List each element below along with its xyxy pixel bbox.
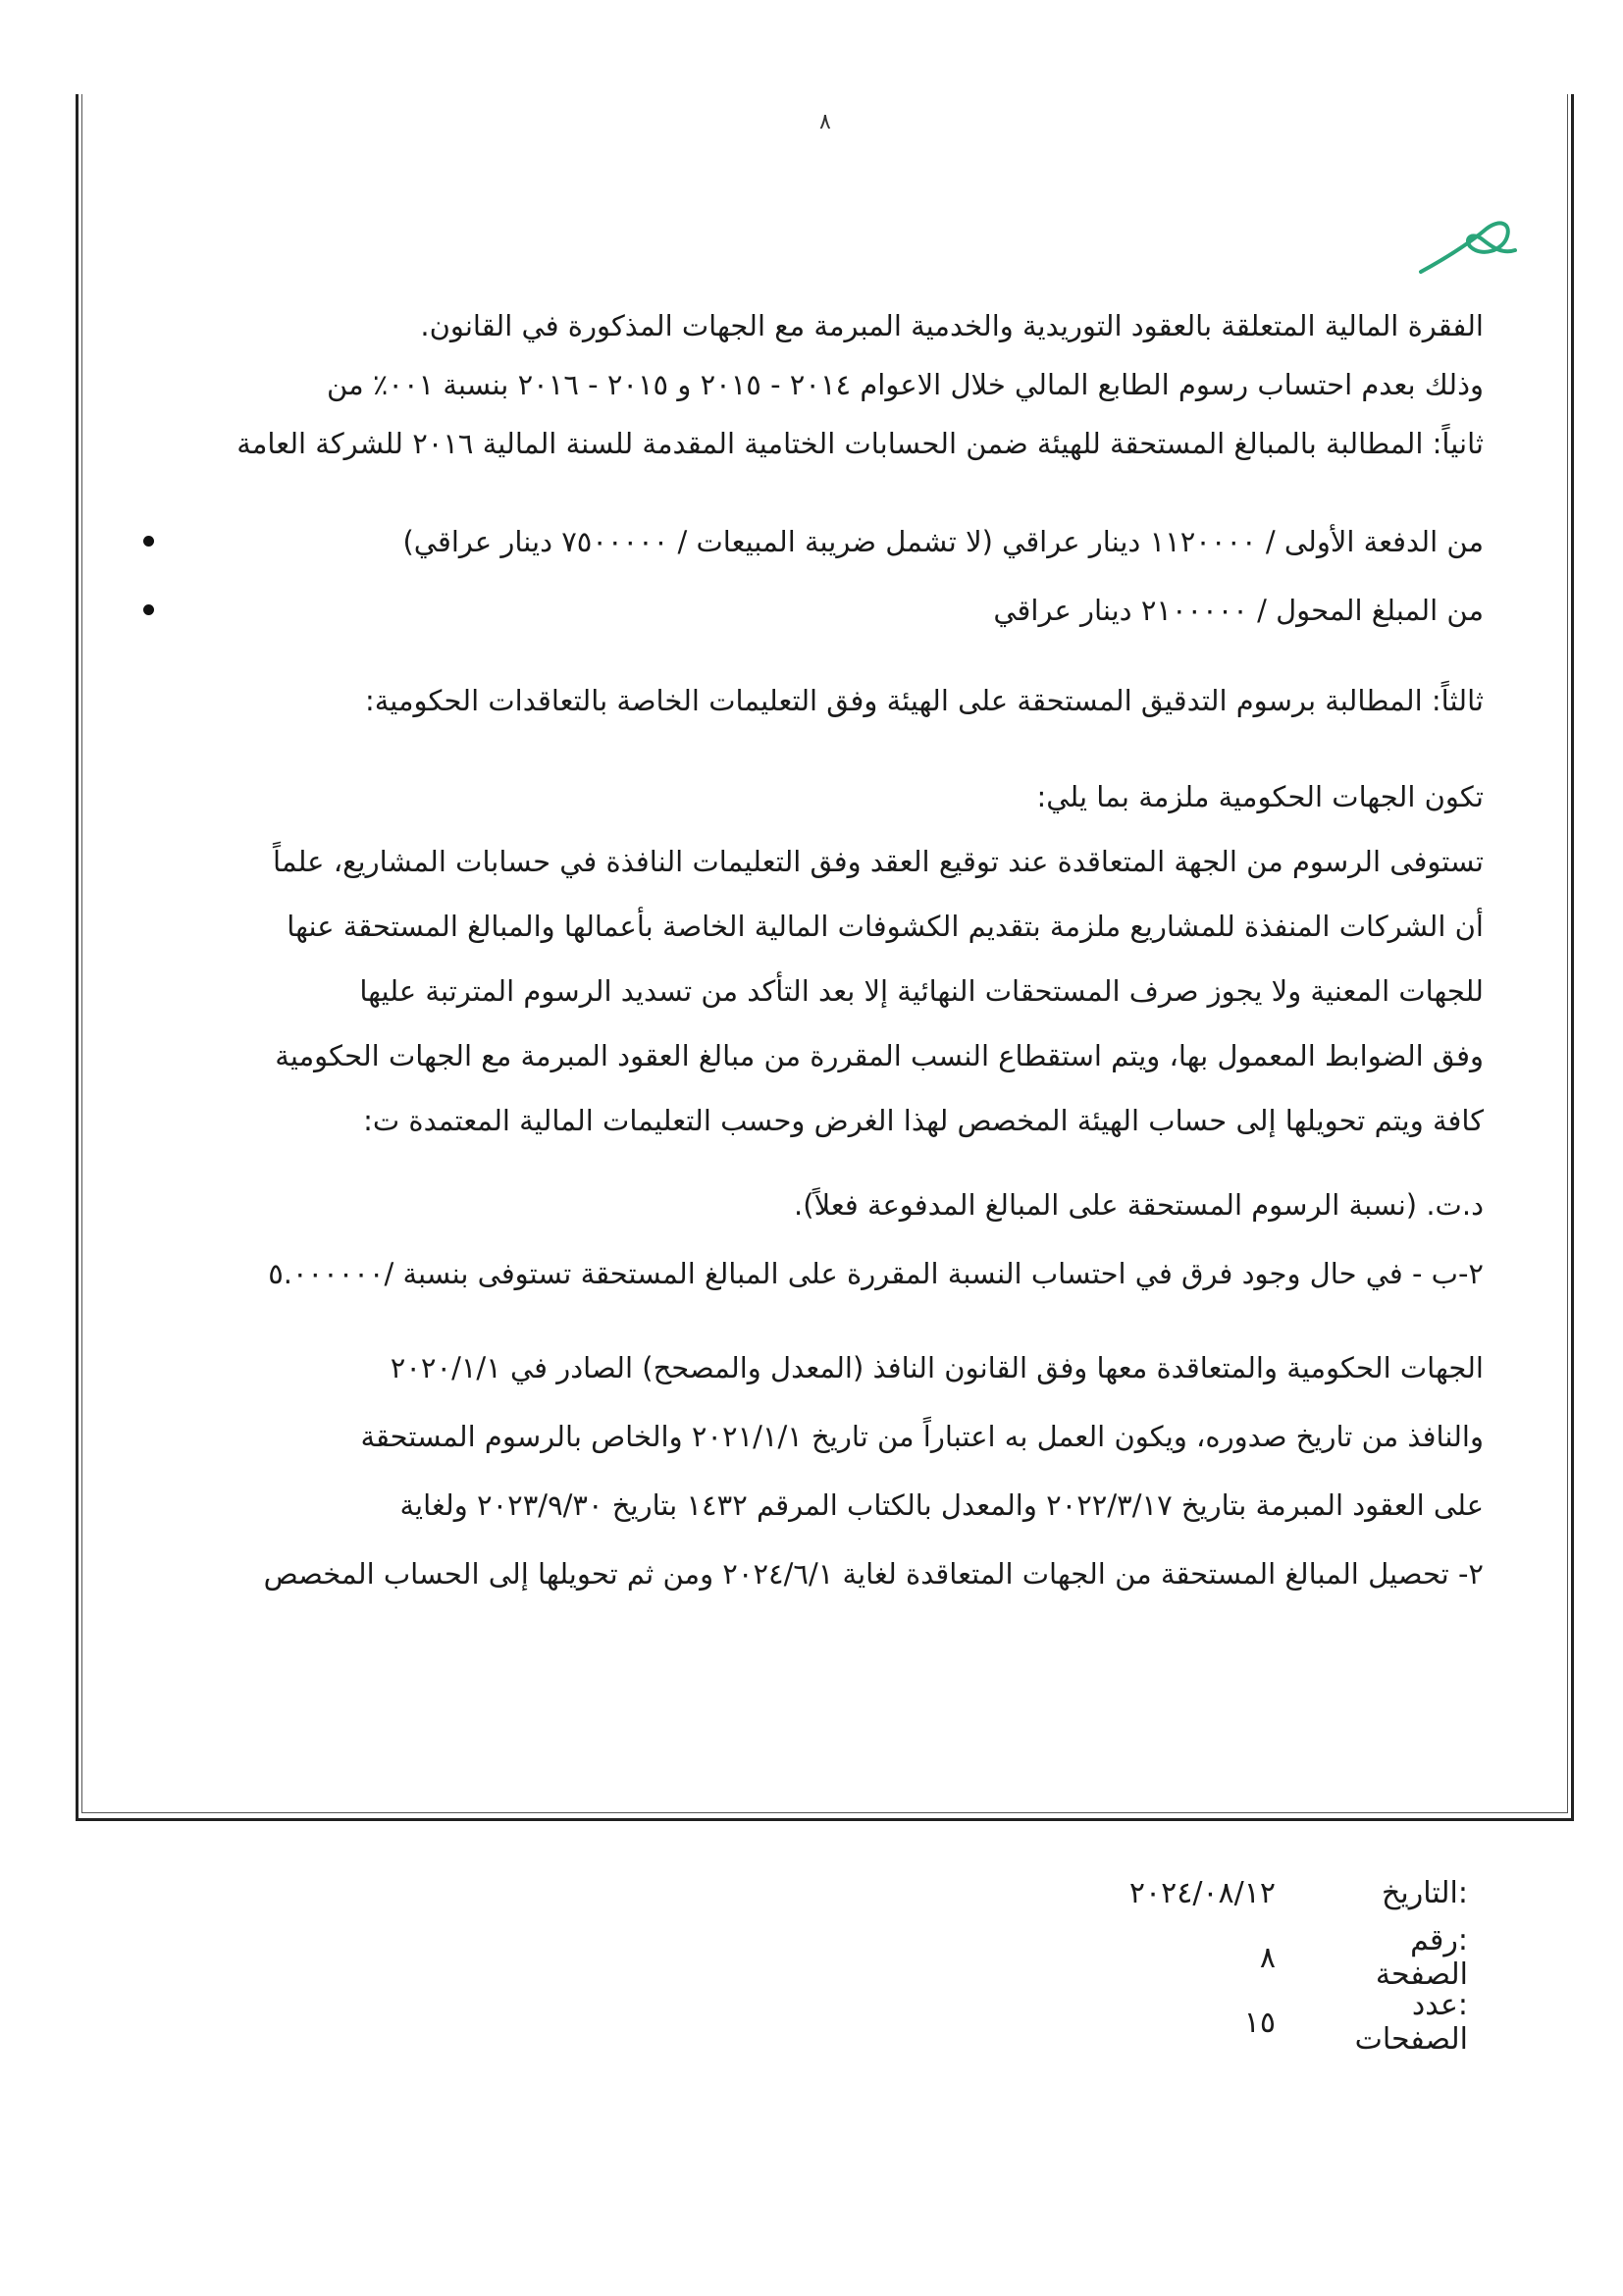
paragraph-2: ثالثاً: المطالبة برسوم التدقيق المستحقة على الهيئة وفق التعليمات الخاصة بالتعاقدات الحكومية:	[364, 684, 1484, 717]
text-line: على العقود المبرمة بتاريخ ٢٠٢٢/٣/١٧ والمعدل بالكتاب المرقم ١٤٣٢ بتاريخ ٢٠٢٣/٩/٣٠ ولغاية	[399, 1488, 1484, 1522]
total-pages-label: :عدد الصفحات	[1354, 1988, 1468, 2057]
section-2	[147, 1185, 1484, 1293]
text-line: والنافذ من تاريخ صدوره، ويكون العمل به اعتباراً من تاريخ ٢٠٢١/١/١ والخاص بالرسوم المستحقة	[360, 1420, 1484, 1453]
section-3	[147, 1348, 1484, 1593]
text-line: وذلك بعدم احتساب رسوم الطابع المالي خلال الاعوام ٢٠١٤ - ٢٠١٥ و ٢٠١٥ - ٢٠١٦ بنسبة ٠٠١٪ من	[327, 368, 1484, 401]
footer-meta	[1060, 1860, 1468, 2055]
footer-page-row	[1060, 1925, 1468, 1990]
footer-date-row	[1060, 1860, 1468, 1925]
quoted-instructions	[147, 777, 1484, 1140]
text-line: أن الشركات المنفذة للمشاريع ملزمة بتقديم الكشوفات المالية الخاصة بأعمالها والمبالغ المستحقة عنها	[287, 910, 1484, 943]
text-line: ٢-ب - في حال وجود فرق في احتساب النسبة المقررة على المبالغ المستحقة تستوفى بنسبة /٥.٠٠٠٠٠٠	[268, 1257, 1484, 1290]
list-item	[147, 591, 1484, 630]
date-value: ٢٠٢٤/٠٨/١٢	[1128, 1875, 1276, 1910]
paragraph-1	[147, 306, 1484, 463]
page-value: ٨	[1259, 1940, 1276, 1975]
bullet-list	[147, 522, 1484, 630]
bullet-dot-icon	[143, 604, 154, 615]
text-line: ثانياً: المطالبة بالمبالغ المستحقة للهيئة ضمن الحسابات الختامية المقدمة للسنة المالية ٢٠١٦ للشركة العامة	[236, 427, 1484, 460]
text-line: تستوفى الرسوم من الجهة المتعاقدة عند توقيع العقد وفق التعليمات النافذة في حسابات المشاريع، علماً	[272, 845, 1484, 878]
bullet-dot-icon	[143, 536, 154, 547]
text-line: للجهات المعنية ولا يجوز صرف المستحقات النهائية إلا بعد التأكد من تسديد الرسوم المترتبة عليها	[359, 974, 1484, 1008]
date-label: :التاريخ	[1382, 1875, 1468, 1910]
green-check-mark-icon	[1413, 211, 1531, 289]
page-number: ٨	[819, 110, 831, 134]
footer-total-row	[1060, 1990, 1468, 2055]
text-line: ٢- تحصيل المبالغ المستحقة من الجهات المتعاقدة لغاية ٢٠٢٤/٦/١ ومن ثم تحويلها إلى الحساب المخصص	[263, 1557, 1484, 1591]
text-line: الفقرة المالية المتعلقة بالعقود التوريدية والخدمية المبرمة مع الجهات المذكورة في القانون.	[420, 309, 1484, 342]
page-label: :رقم الصفحة	[1375, 1923, 1468, 1992]
text-line: وفق الضوابط المعمول بها، ويتم استقطاع النسب المقررة من مبالغ العقود المبرمة مع الجهات الحكومية	[275, 1039, 1484, 1072]
text-line: كافة ويتم تحويلها إلى حساب الهيئة المخصص لهذا الغرض وحسب التعليمات المالية المعتمدة ت:	[363, 1104, 1484, 1137]
document-body	[147, 306, 1484, 1623]
bullet-text: من المبلغ المحول / ٢١٠٠٠٠٠ دينار عراقي	[993, 594, 1484, 627]
text-line: تكون الجهات الحكومية ملزمة بما يلي:	[1036, 780, 1484, 813]
list-item	[147, 522, 1484, 561]
text-line: الجهات الحكومية والمتعاقدة معها وفق القانون النافذ (المعدل والمصحح) الصادر في ٢٠٢٠/١/١	[390, 1351, 1484, 1384]
total-pages-value: ١٥	[1243, 2005, 1276, 2040]
bullet-text: من الدفعة الأولى / ١١٢٠٠٠٠ دينار عراقي (لا تشمل ضريبة المبيعات / ٧٥٠٠٠٠٠ دينار عراقي)	[402, 525, 1484, 558]
text-line: د.ت. (نسبة الرسوم المستحقة على المبالغ المدفوعة فعلاً).	[794, 1188, 1484, 1222]
